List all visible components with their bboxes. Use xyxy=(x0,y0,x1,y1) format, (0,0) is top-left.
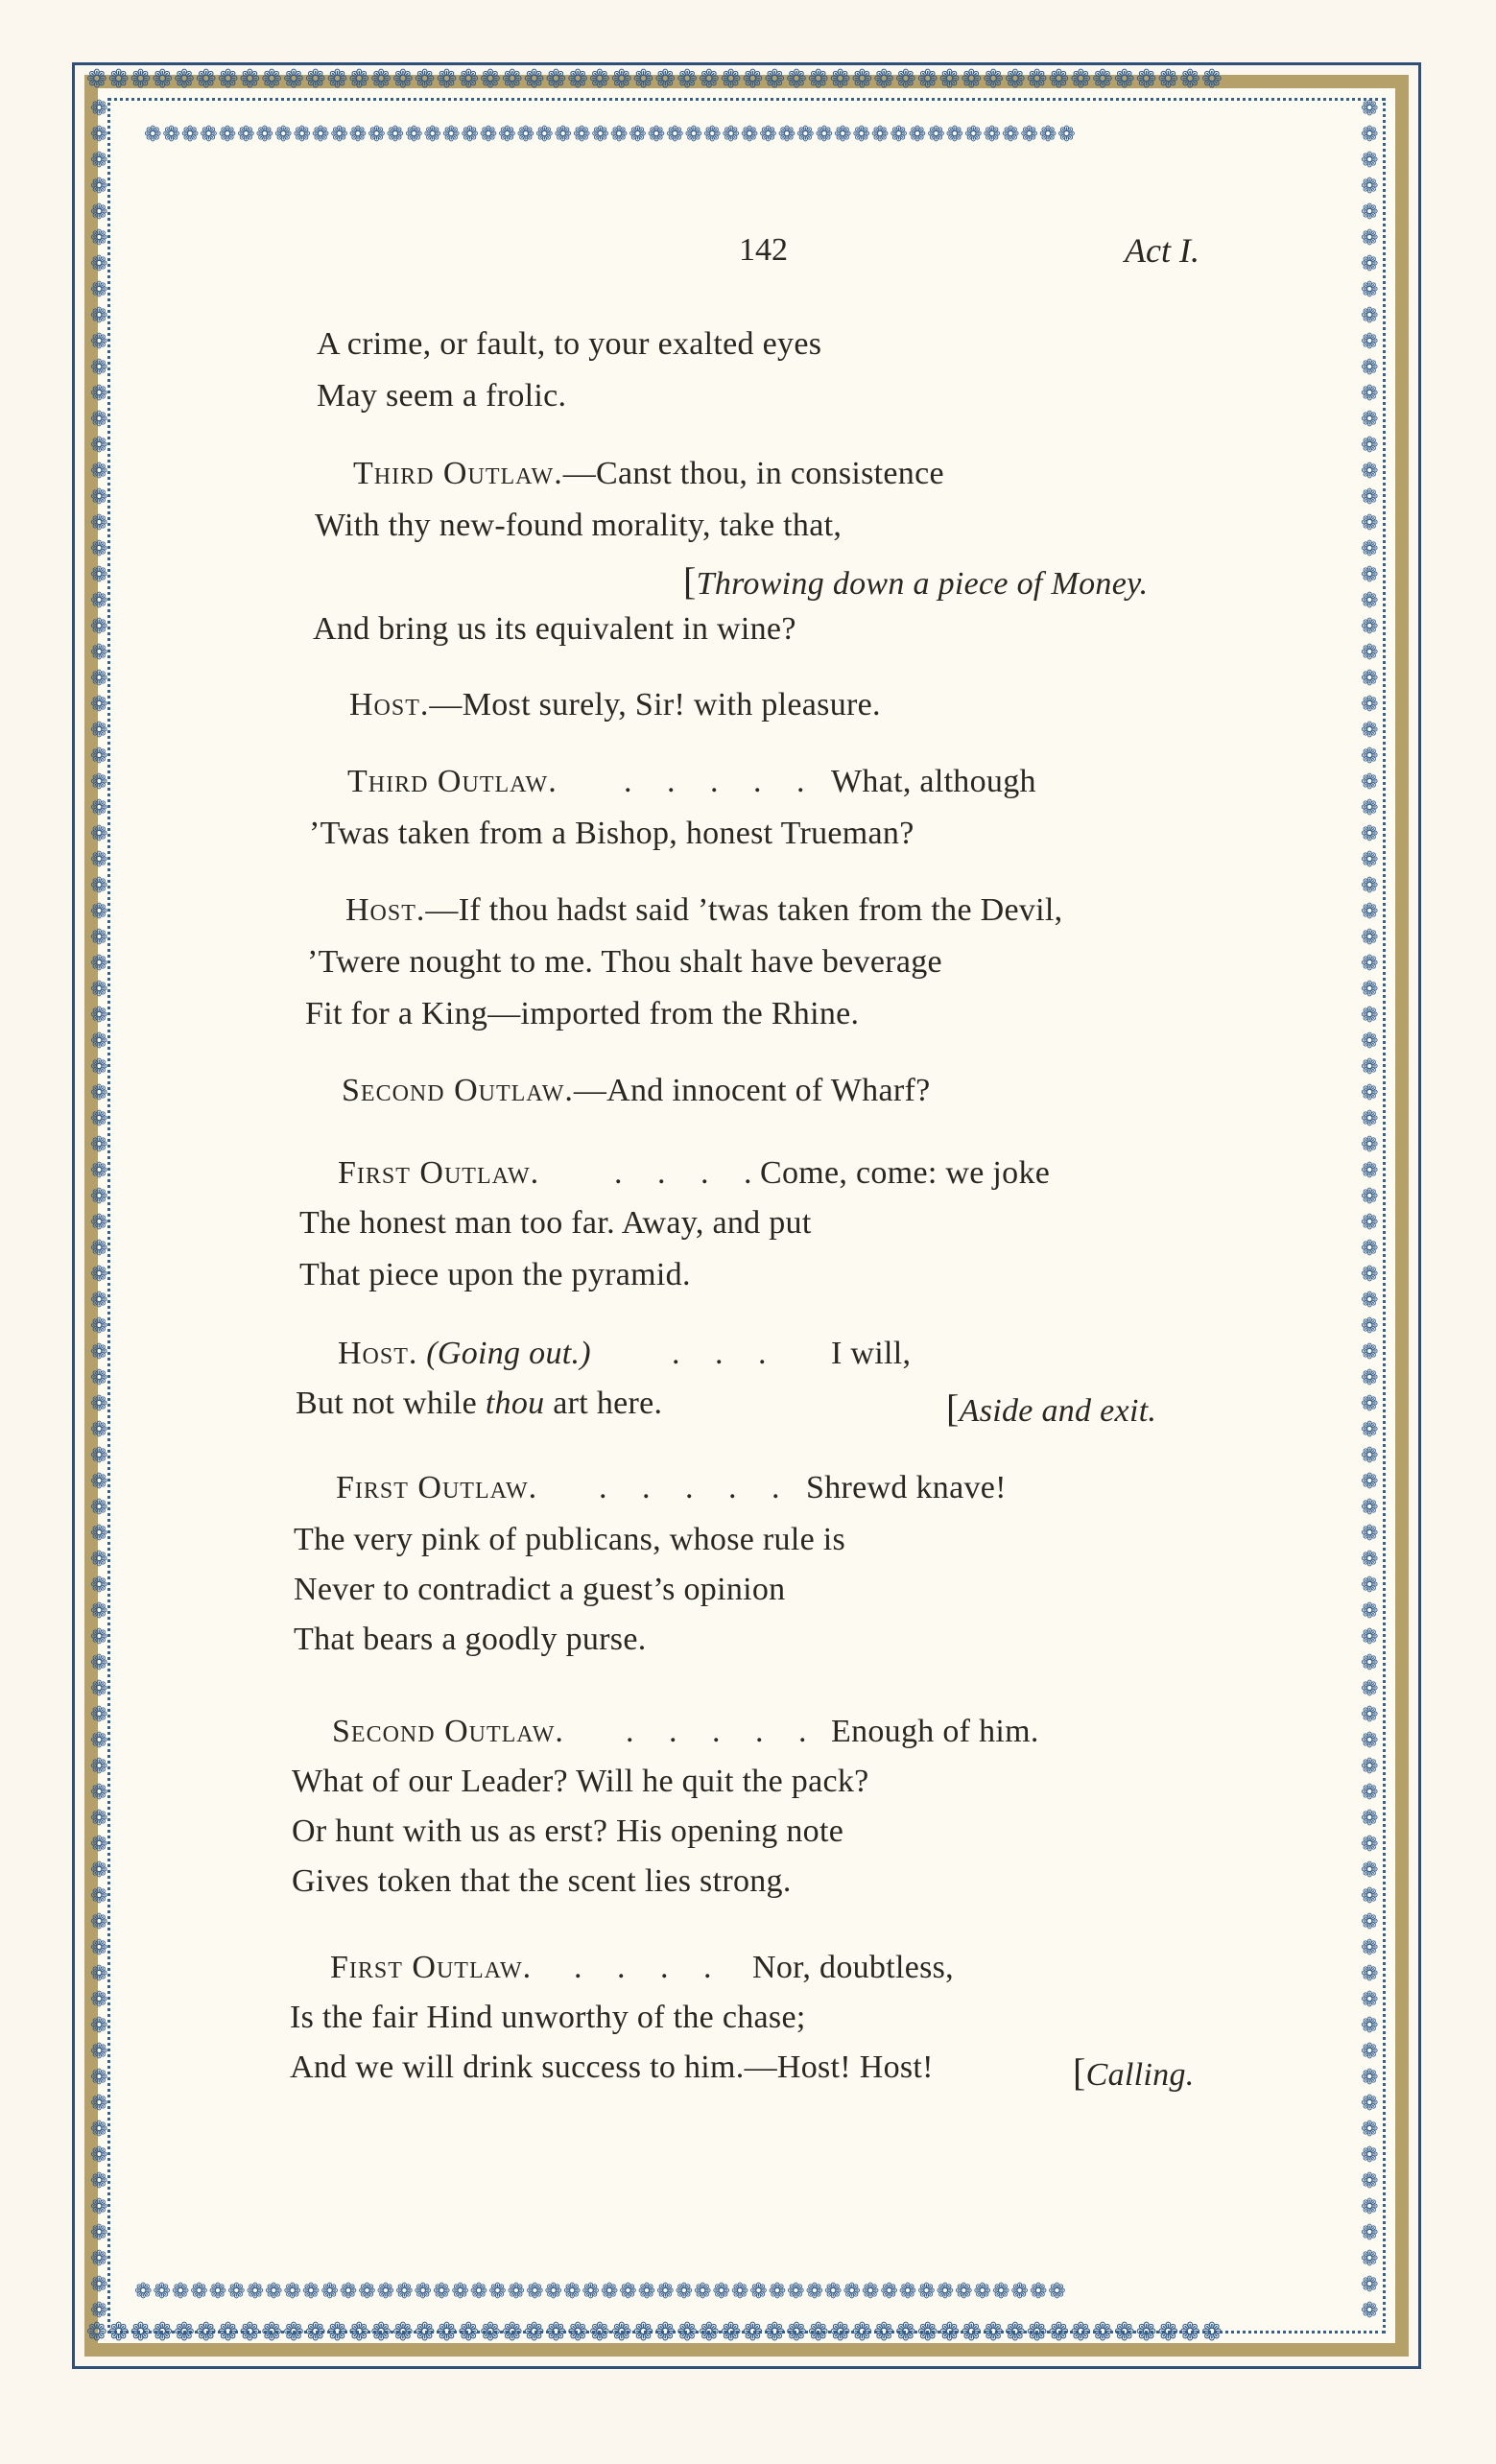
verse-line: And we will drink success to him.—Host! Host! xyxy=(290,2049,934,2085)
page-number: 142 xyxy=(739,232,788,268)
stage-direction: [Throwing down a piece of Money. xyxy=(683,559,1149,603)
speech-line xyxy=(347,764,558,800)
verse-line: Come, come: we joke xyxy=(760,1155,1051,1191)
speech-line: Second Outlaw.—And innocent of Wharf? xyxy=(342,1073,931,1108)
leader-dots: . . . . . xyxy=(624,764,819,799)
verse-line: May seem a frolic. xyxy=(317,378,567,414)
border-ornament-top: ❁❁❁❁❁❁❁❁❁❁❁❁❁❁❁❁❁❁❁❁❁❁❁❁❁❁❁❁❁❁❁❁❁❁❁❁❁❁❁❁❁❁❁❁❁❁❁❁❁❁❁❁ xyxy=(86,67,1223,92)
verse-line: The honest man too far. Away, and put xyxy=(299,1205,812,1241)
leader-dots: . . . . xyxy=(574,1950,725,1985)
speech-line xyxy=(338,1336,591,1372)
verse-line: Is the fair Hind unworthy of the chase; xyxy=(290,2000,806,2035)
border-ornament-bottom: ❁❁❁❁❁❁❁❁❁❁❁❁❁❁❁❁❁❁❁❁❁❁❁❁❁❁❁❁❁❁❁❁❁❁❁❁❁❁❁❁❁❁❁❁❁❁❁❁❁❁❁❁ xyxy=(86,2320,1223,2345)
speaker-name: First Outlaw. xyxy=(338,1155,540,1191)
verse-line: That piece upon the pyramid. xyxy=(299,1257,691,1292)
verse-line: A crime, or fault, to your exalted eyes xyxy=(317,326,822,362)
page-header xyxy=(0,232,1496,290)
leader-dots: . . . xyxy=(672,1336,780,1371)
verse-line: ’Twere nought to me. Thou shalt have beverage xyxy=(307,944,942,980)
verse-line: Never to contradict a guest’s opinion xyxy=(294,1572,786,1607)
stage-direction: (Going out.) xyxy=(426,1336,591,1371)
verse-line: Gives token that the scent lies strong. xyxy=(292,1863,792,1899)
leader-dots: . . . . . xyxy=(599,1470,794,1505)
verse-line: ’Twas taken from a Bishop, honest Trueman? xyxy=(309,816,914,851)
speaker-name: Third Outlaw. xyxy=(347,764,558,799)
speech-line: Third Outlaw.—Canst thou, in consistence xyxy=(353,456,944,491)
border-ornament-bottom-inner: ❁❁❁❁❁❁❁❁❁❁❁❁❁❁❁❁❁❁❁❁❁❁❁❁❁❁❁❁❁❁❁❁❁❁❁❁❁❁❁❁❁❁❁❁❁❁❁❁❁❁ xyxy=(134,2280,1067,2304)
speech-line xyxy=(336,1470,537,1506)
verse-line: Fit for a King—imported from the Rhine. xyxy=(305,996,860,1031)
leader-dots: . . . . . xyxy=(626,1714,820,1749)
speech-line: Host.—If thou hadst said ’twas taken from the Devil, xyxy=(345,892,1063,928)
border-ornament-left: ❁❁❁❁❁❁❁❁❁❁❁❁❁❁❁❁❁❁❁❁❁❁❁❁❁❁❁❁❁❁❁❁❁❁❁❁❁❁❁❁❁❁❁❁❁❁❁❁❁❁❁❁❁❁❁❁❁❁❁❁❁❁❁❁❁❁❁❁❁❁❁❁❁❁❁❁❁❁❁❁❁❁❁❁❁❁ xyxy=(90,97,108,2322)
speech-line: Host.—Most surely, Sir! with pleasure. xyxy=(349,687,881,723)
verse-line: Shrewd knave! xyxy=(806,1470,1007,1505)
speaker-name: Second Outlaw. xyxy=(342,1073,574,1108)
verse-line: Enough of him. xyxy=(831,1714,1039,1749)
verse-line: What of our Leader? Will he quit the pack? xyxy=(292,1764,869,1799)
running-head: Act I. xyxy=(1125,231,1199,270)
verse-line: With thy new-found morality, take that, xyxy=(315,508,843,543)
verse-line: The very pink of publicans, whose rule is xyxy=(294,1522,846,1557)
speaker-name: First Outlaw. xyxy=(330,1950,533,1985)
stage-direction: [Aside and exit. xyxy=(946,1386,1157,1430)
verse-line: Or hunt with us as erst? His opening note xyxy=(292,1813,844,1849)
leader-dots: . . . . xyxy=(614,1155,766,1191)
verse-line: That bears a goodly purse. xyxy=(294,1622,647,1657)
speech-line xyxy=(330,1950,532,1986)
border-ornament-top-inner: ❁❁❁❁❁❁❁❁❁❁❁❁❁❁❁❁❁❁❁❁❁❁❁❁❁❁❁❁❁❁❁❁❁❁❁❁❁❁❁❁❁❁❁❁❁❁❁❁❁❁ xyxy=(144,123,1077,147)
speaker-name: Host. xyxy=(338,1336,418,1371)
verse-line: Nor, doubtless, xyxy=(752,1950,954,1985)
speaker-name: Second Outlaw. xyxy=(332,1714,564,1749)
speaker-name: Host. xyxy=(345,892,426,928)
verse-line: I will, xyxy=(831,1336,912,1371)
speaker-name: Third Outlaw. xyxy=(353,456,563,491)
speech-line xyxy=(338,1155,539,1192)
verse-line: But not while thou art here. xyxy=(296,1386,663,1421)
speaker-name: Host. xyxy=(349,687,430,723)
border-ornament-right: ❁❁❁❁❁❁❁❁❁❁❁❁❁❁❁❁❁❁❁❁❁❁❁❁❁❁❁❁❁❁❁❁❁❁❁❁❁❁❁❁❁❁❁❁❁❁❁❁❁❁❁❁❁❁❁❁❁❁❁❁❁❁❁❁❁❁❁❁❁❁❁❁❁❁❁❁❁❁❁❁❁❁❁❁❁❁ xyxy=(1361,97,1379,2322)
verse-line: And bring us its equivalent in wine? xyxy=(313,611,796,647)
speaker-name: First Outlaw. xyxy=(336,1470,538,1505)
speech-line xyxy=(332,1714,564,1750)
stage-direction: [Calling. xyxy=(1073,2050,1195,2094)
verse-line: What, although xyxy=(831,764,1036,799)
